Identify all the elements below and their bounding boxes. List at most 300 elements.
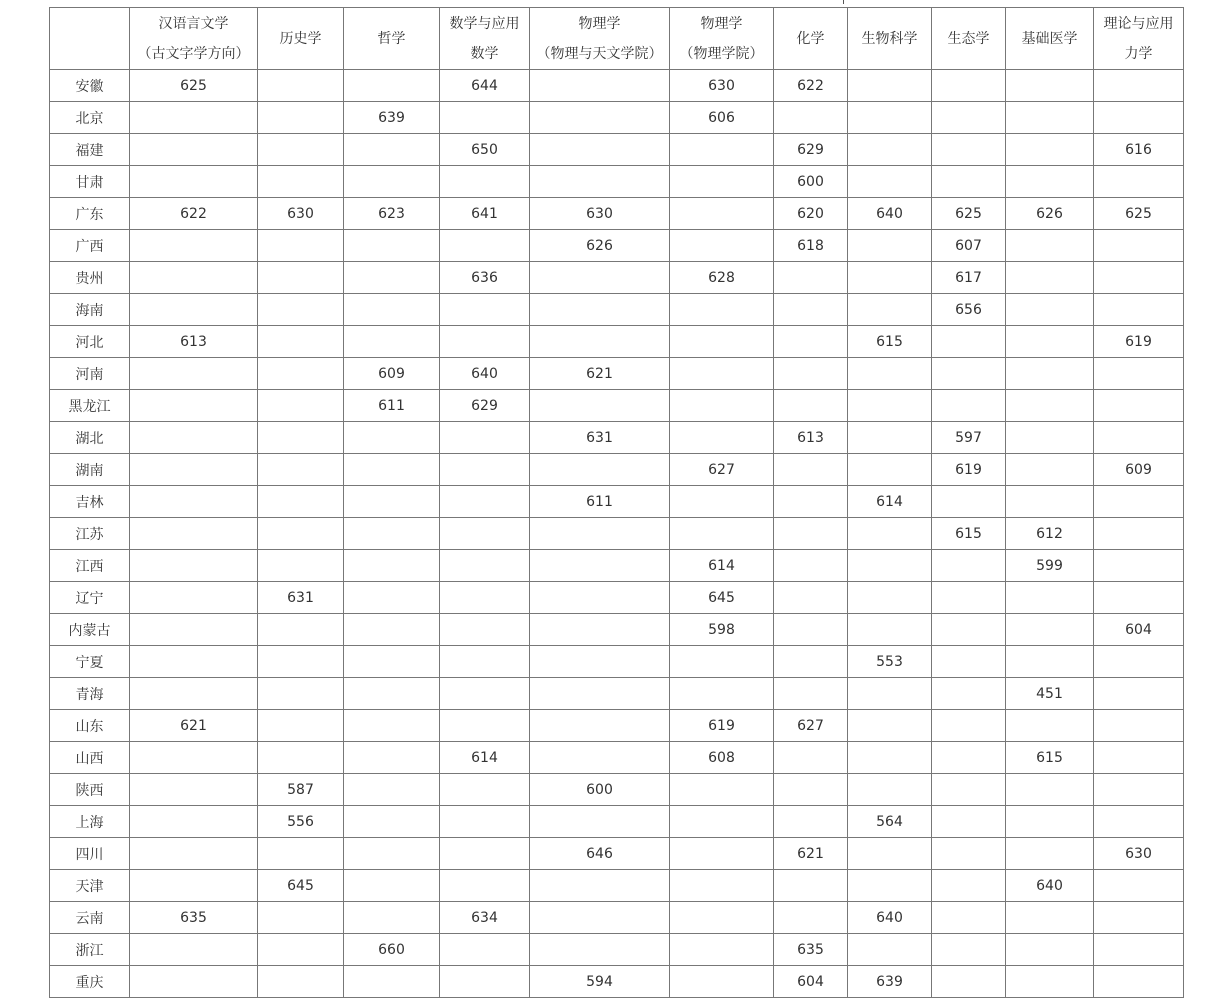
score-cell: 608 (670, 742, 774, 774)
score-cell: 630 (258, 198, 344, 230)
score-cell (440, 838, 530, 870)
score-cell (1094, 422, 1184, 454)
score-cell: 634 (440, 902, 530, 934)
score-cell (932, 646, 1006, 678)
score-cell (1094, 486, 1184, 518)
table-row (50, 582, 1184, 614)
table-body (50, 70, 1184, 998)
score-cell: 640 (848, 902, 932, 934)
score-cell (774, 614, 848, 646)
table-row (50, 646, 1184, 678)
score-cell (848, 550, 932, 582)
province-cell: 福建 (50, 134, 130, 166)
province-cell: 浙江 (50, 934, 130, 966)
province-cell: 内蒙古 (50, 614, 130, 646)
score-cell (440, 934, 530, 966)
score-cell (258, 550, 344, 582)
score-cell: 598 (670, 614, 774, 646)
province-cell: 甘肃 (50, 166, 130, 198)
score-cell (848, 582, 932, 614)
column-header-line1: 化学 (796, 30, 825, 47)
score-cell (258, 934, 344, 966)
score-cell (670, 134, 774, 166)
table-row (50, 518, 1184, 550)
score-cell (130, 390, 258, 422)
score-cell: 650 (440, 134, 530, 166)
score-cell (774, 486, 848, 518)
score-cell (258, 742, 344, 774)
column-header-line2: 数学 (470, 45, 499, 62)
score-cell: 556 (258, 806, 344, 838)
score-cell (932, 838, 1006, 870)
province-cell: 宁夏 (50, 646, 130, 678)
score-cell (670, 966, 774, 998)
score-cell (932, 134, 1006, 166)
score-cell (774, 294, 848, 326)
score-cell (258, 326, 344, 358)
score-cell (774, 550, 848, 582)
score-cell (258, 70, 344, 102)
score-cell: 619 (1094, 326, 1184, 358)
score-cell (932, 902, 1006, 934)
score-cell: 630 (1094, 838, 1184, 870)
score-cell (1094, 742, 1184, 774)
score-cell (848, 166, 932, 198)
score-cell (344, 294, 440, 326)
score-cell (774, 902, 848, 934)
score-cell (848, 358, 932, 390)
score-cell: 660 (344, 934, 440, 966)
province-cell: 重庆 (50, 966, 130, 998)
table-row (50, 742, 1184, 774)
column-header-line2: （物理学院） (679, 45, 764, 62)
score-cell (344, 134, 440, 166)
score-cell (344, 614, 440, 646)
score-cell: 629 (440, 390, 530, 422)
score-cell: 645 (670, 582, 774, 614)
score-cell: 606 (670, 102, 774, 134)
score-cell (932, 70, 1006, 102)
score-cell (774, 102, 848, 134)
column-header (1006, 8, 1094, 70)
province-cell: 湖北 (50, 422, 130, 454)
score-cell: 646 (530, 838, 670, 870)
score-cell (130, 518, 258, 550)
table-row (50, 230, 1184, 262)
score-cell (130, 294, 258, 326)
score-cell (670, 326, 774, 358)
score-cell (130, 678, 258, 710)
province-cell: 青海 (50, 678, 130, 710)
score-cell (670, 390, 774, 422)
score-cell (848, 70, 932, 102)
table-row (50, 166, 1184, 198)
column-header (670, 8, 774, 70)
province-cell: 山西 (50, 742, 130, 774)
score-cell: 619 (932, 454, 1006, 486)
score-cell (1006, 902, 1094, 934)
score-cell: 599 (1006, 550, 1094, 582)
score-cell: 553 (848, 646, 932, 678)
table-row (50, 454, 1184, 486)
table-row (50, 614, 1184, 646)
table-row (50, 358, 1184, 390)
score-cell (1006, 710, 1094, 742)
score-cell (1006, 70, 1094, 102)
column-header-line1: 理论与应用 (1103, 15, 1174, 32)
score-cell (344, 774, 440, 806)
score-cell (530, 646, 670, 678)
score-cell (848, 518, 932, 550)
score-cell: 639 (848, 966, 932, 998)
score-cell: 615 (932, 518, 1006, 550)
province-cell: 海南 (50, 294, 130, 326)
table-row (50, 262, 1184, 294)
score-cell (1094, 774, 1184, 806)
score-cell (932, 390, 1006, 422)
score-cell (932, 710, 1006, 742)
score-cell (530, 70, 670, 102)
score-cell (848, 294, 932, 326)
table-row (50, 198, 1184, 230)
score-cell (530, 454, 670, 486)
score-cell (1006, 838, 1094, 870)
score-cell (130, 806, 258, 838)
score-cell (1006, 134, 1094, 166)
score-cell (774, 582, 848, 614)
score-cell (530, 614, 670, 646)
score-cell (1006, 966, 1094, 998)
score-cell (1094, 582, 1184, 614)
score-cell (774, 326, 848, 358)
column-header (848, 8, 932, 70)
score-cell: 587 (258, 774, 344, 806)
score-cell (258, 518, 344, 550)
score-cell: 604 (1094, 614, 1184, 646)
score-cell (440, 774, 530, 806)
score-cell (344, 838, 440, 870)
score-cell (848, 934, 932, 966)
score-cell (530, 134, 670, 166)
score-cell (130, 838, 258, 870)
province-cell: 广东 (50, 198, 130, 230)
score-cell (670, 358, 774, 390)
score-cell (932, 870, 1006, 902)
score-cell (530, 518, 670, 550)
score-cell (344, 486, 440, 518)
score-cell (1094, 294, 1184, 326)
province-cell: 天津 (50, 870, 130, 902)
score-cell (670, 422, 774, 454)
score-cell (344, 646, 440, 678)
score-cell (670, 774, 774, 806)
score-cell (1094, 550, 1184, 582)
score-cell (440, 422, 530, 454)
score-cell: 631 (530, 422, 670, 454)
score-cell: 622 (130, 198, 258, 230)
score-cell: 616 (1094, 134, 1184, 166)
score-cell (130, 422, 258, 454)
score-cell (258, 710, 344, 742)
score-cell: 627 (774, 710, 848, 742)
score-cell: 640 (440, 358, 530, 390)
score-cell: 609 (1094, 454, 1184, 486)
score-cell (530, 902, 670, 934)
table-row (50, 806, 1184, 838)
score-cell (130, 646, 258, 678)
table-row (50, 326, 1184, 358)
score-cell (130, 966, 258, 998)
score-cell (848, 614, 932, 646)
score-cell (258, 262, 344, 294)
province-cell: 云南 (50, 902, 130, 934)
score-cell (670, 678, 774, 710)
score-cell (932, 678, 1006, 710)
score-cell (130, 134, 258, 166)
score-cell (1006, 646, 1094, 678)
score-cell: 619 (670, 710, 774, 742)
score-cell (440, 870, 530, 902)
province-cell: 江苏 (50, 518, 130, 550)
top-edge-mark (843, 0, 844, 4)
score-cell: 630 (670, 70, 774, 102)
score-cell: 620 (774, 198, 848, 230)
column-header-line1: 数学与应用 (449, 15, 520, 32)
score-cell (1006, 422, 1094, 454)
score-cell (1094, 934, 1184, 966)
province-cell: 湖南 (50, 454, 130, 486)
column-header (258, 8, 344, 70)
score-cell (440, 678, 530, 710)
score-cell (440, 614, 530, 646)
score-cell (1094, 518, 1184, 550)
score-cell (440, 454, 530, 486)
score-cell: 640 (1006, 870, 1094, 902)
score-cell: 621 (774, 838, 848, 870)
table-row (50, 710, 1184, 742)
score-cell: 626 (1006, 198, 1094, 230)
score-cell (1094, 70, 1184, 102)
score-cell (848, 262, 932, 294)
score-cell (1094, 230, 1184, 262)
score-cell (1006, 774, 1094, 806)
score-cell: 640 (848, 198, 932, 230)
score-cell: 641 (440, 198, 530, 230)
score-cell (258, 614, 344, 646)
score-cell: 626 (530, 230, 670, 262)
score-cell (130, 358, 258, 390)
score-cell (344, 262, 440, 294)
score-cell: 615 (1006, 742, 1094, 774)
score-cell (440, 550, 530, 582)
score-cell (258, 966, 344, 998)
column-header (774, 8, 848, 70)
column-header-line1: 哲学 (377, 30, 406, 47)
score-cell: 600 (774, 166, 848, 198)
province-cell: 贵州 (50, 262, 130, 294)
score-cell (440, 294, 530, 326)
score-cell: 451 (1006, 678, 1094, 710)
score-cell (440, 486, 530, 518)
score-cell (1094, 262, 1184, 294)
score-cell (344, 582, 440, 614)
score-cell (530, 326, 670, 358)
score-cell (848, 710, 932, 742)
score-cell (1094, 870, 1184, 902)
score-cell (848, 390, 932, 422)
score-cell (344, 966, 440, 998)
score-cell: 645 (258, 870, 344, 902)
score-cell (1094, 166, 1184, 198)
province-cell: 河北 (50, 326, 130, 358)
column-header-line1: 生物科学 (861, 30, 918, 47)
table-row (50, 902, 1184, 934)
score-cell (848, 678, 932, 710)
score-cell (258, 838, 344, 870)
score-cell (848, 134, 932, 166)
score-cell (130, 102, 258, 134)
score-cell: 613 (774, 422, 848, 454)
score-cell (530, 550, 670, 582)
score-cell: 564 (848, 806, 932, 838)
score-cell (1006, 614, 1094, 646)
column-header-line2: 力学 (1124, 45, 1153, 62)
score-cell (258, 166, 344, 198)
score-cell (440, 102, 530, 134)
score-cell: 636 (440, 262, 530, 294)
table-row (50, 390, 1184, 422)
score-cell (258, 390, 344, 422)
score-cell (344, 518, 440, 550)
column-header-line1: 生态学 (947, 30, 990, 47)
column-header-line2: （物理与天文学院） (536, 45, 663, 62)
header-row (50, 8, 1184, 70)
score-cell (774, 774, 848, 806)
score-cell (1094, 678, 1184, 710)
score-cell (1094, 102, 1184, 134)
score-cell: 615 (848, 326, 932, 358)
score-cell (670, 870, 774, 902)
score-cell (932, 934, 1006, 966)
score-cell: 627 (670, 454, 774, 486)
score-cell (1006, 358, 1094, 390)
score-cell (530, 102, 670, 134)
score-cell: 594 (530, 966, 670, 998)
score-cell: 622 (774, 70, 848, 102)
province-cell: 安徽 (50, 70, 130, 102)
score-cell (440, 966, 530, 998)
province-cell: 黑龙江 (50, 390, 130, 422)
column-header (344, 8, 440, 70)
table-row (50, 70, 1184, 102)
score-cell (670, 518, 774, 550)
score-cell (1094, 710, 1184, 742)
province-cell: 吉林 (50, 486, 130, 518)
score-cell: 611 (344, 390, 440, 422)
score-cell (1006, 166, 1094, 198)
score-cell (774, 454, 848, 486)
province-cell: 四川 (50, 838, 130, 870)
score-cell (440, 230, 530, 262)
score-cell (774, 358, 848, 390)
score-cell (1094, 646, 1184, 678)
score-cell (848, 774, 932, 806)
score-cell (530, 294, 670, 326)
score-cell (130, 166, 258, 198)
table-row (50, 934, 1184, 966)
score-cell (932, 582, 1006, 614)
score-cell (670, 934, 774, 966)
score-cell: 625 (932, 198, 1006, 230)
score-cell (530, 870, 670, 902)
score-cell (670, 230, 774, 262)
table-row (50, 774, 1184, 806)
score-cell (130, 742, 258, 774)
score-cell (344, 806, 440, 838)
score-cell (130, 262, 258, 294)
score-cell (932, 486, 1006, 518)
table-row (50, 678, 1184, 710)
score-cell (344, 710, 440, 742)
score-cell: 621 (530, 358, 670, 390)
score-cell (344, 230, 440, 262)
score-cell (344, 870, 440, 902)
score-cell (258, 454, 344, 486)
score-cell: 613 (130, 326, 258, 358)
score-cell: 635 (130, 902, 258, 934)
score-cell (530, 806, 670, 838)
score-cell: 617 (932, 262, 1006, 294)
score-cell (130, 486, 258, 518)
score-cell (258, 134, 344, 166)
score-cell (774, 518, 848, 550)
province-cell: 北京 (50, 102, 130, 134)
score-cell: 618 (774, 230, 848, 262)
column-header-line1: 历史学 (279, 30, 322, 47)
score-cell (1006, 230, 1094, 262)
score-cell (1006, 262, 1094, 294)
table-row (50, 550, 1184, 582)
admission-score-table (49, 7, 1184, 998)
column-header-line1: 汉语言文学 (158, 15, 229, 32)
province-cell: 江西 (50, 550, 130, 582)
table-row (50, 870, 1184, 902)
column-header-line1: 基础医学 (1021, 30, 1078, 47)
score-cell: 612 (1006, 518, 1094, 550)
score-cell: 623 (344, 198, 440, 230)
score-cell (258, 902, 344, 934)
score-cell (774, 742, 848, 774)
score-cell (1094, 358, 1184, 390)
table-row (50, 294, 1184, 326)
score-cell (932, 326, 1006, 358)
score-cell (848, 838, 932, 870)
score-cell (932, 550, 1006, 582)
score-cell (258, 646, 344, 678)
column-header (932, 8, 1006, 70)
score-cell: 631 (258, 582, 344, 614)
score-cell (848, 102, 932, 134)
table-row (50, 102, 1184, 134)
province-cell: 陕西 (50, 774, 130, 806)
score-cell: 625 (1094, 198, 1184, 230)
province-cell: 河南 (50, 358, 130, 390)
score-cell (258, 294, 344, 326)
score-cell (1094, 806, 1184, 838)
score-cell (440, 710, 530, 742)
score-cell (530, 390, 670, 422)
score-cell (530, 166, 670, 198)
